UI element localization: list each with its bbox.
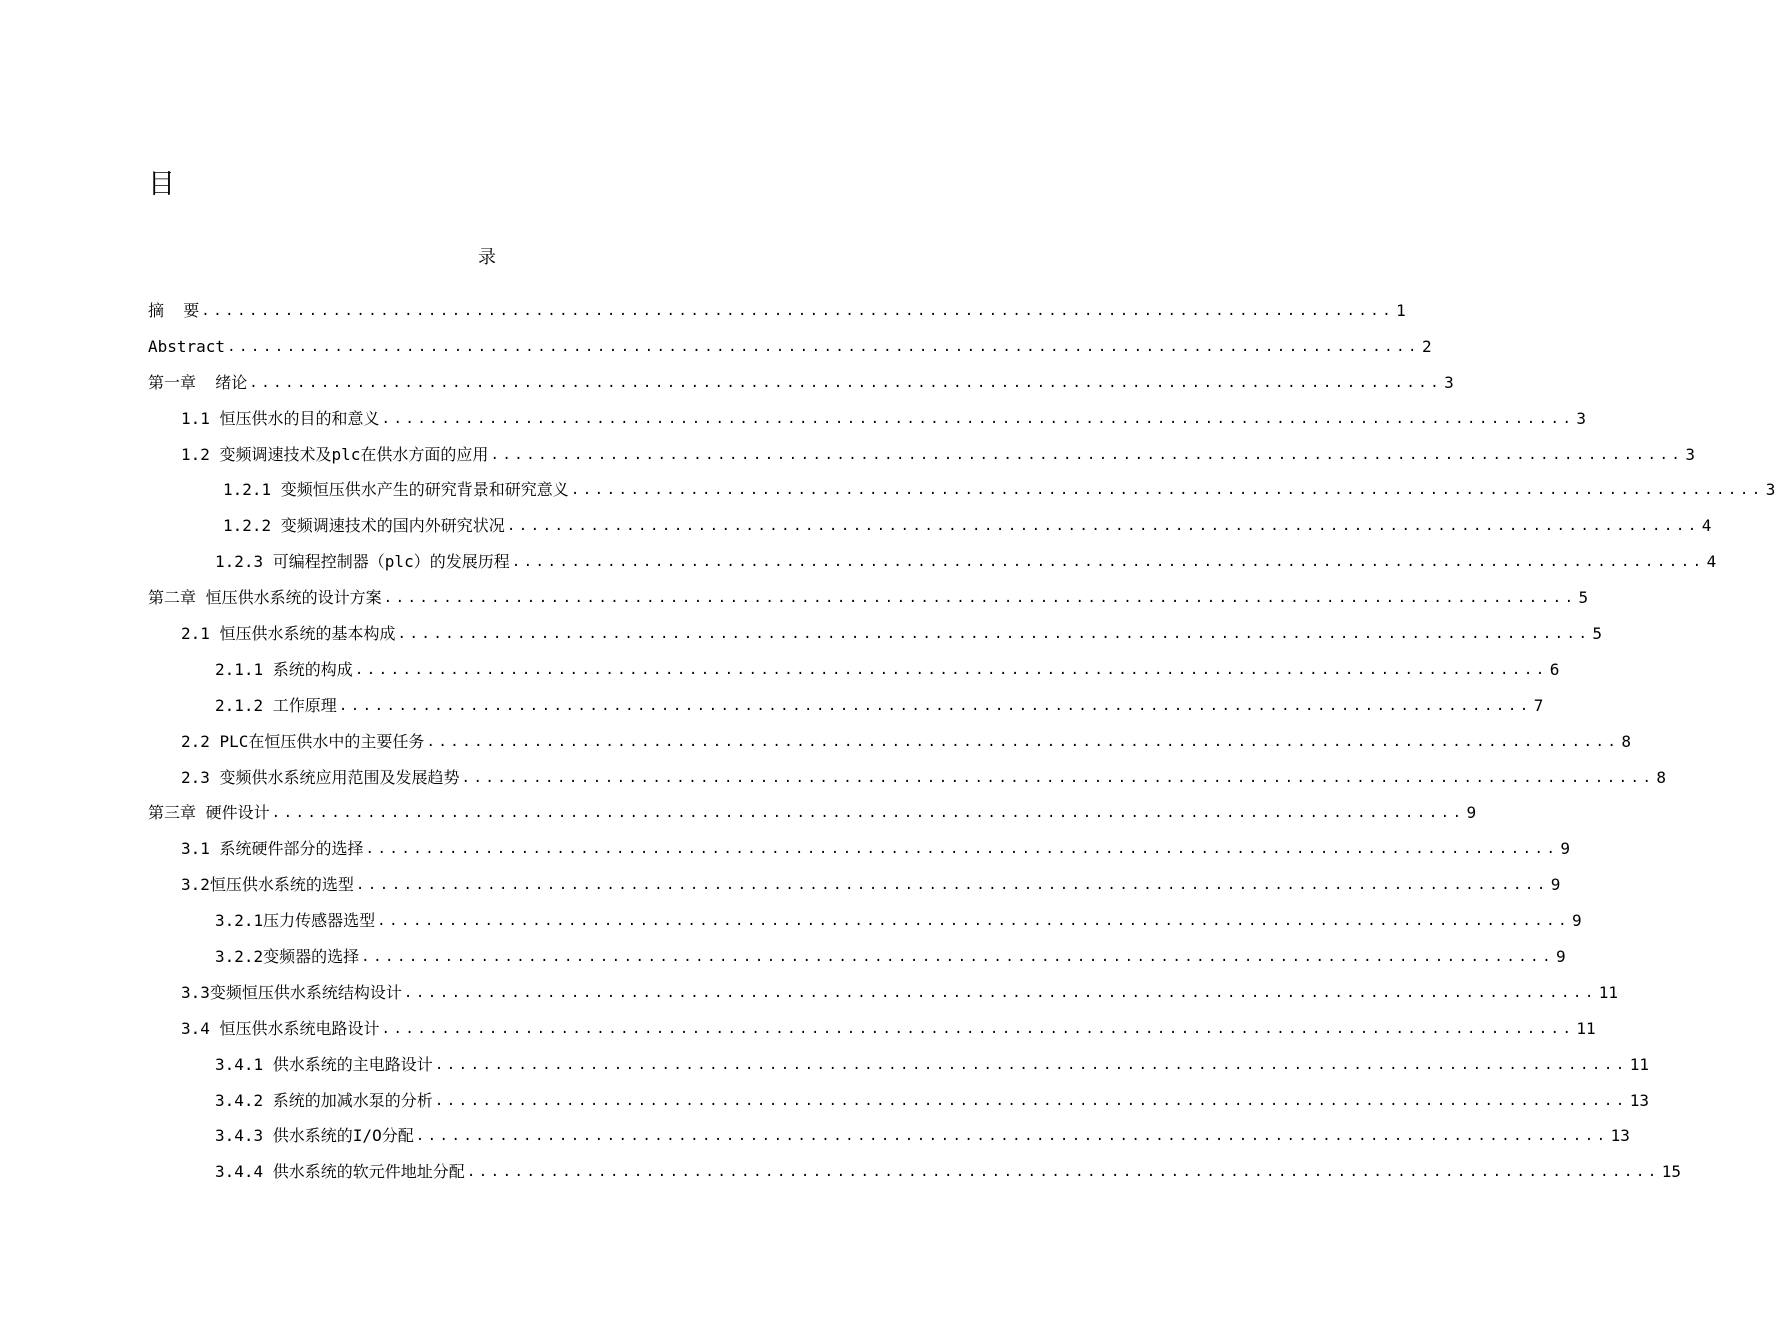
toc-title-first-char: 目 [148,169,175,200]
toc-entry[interactable] [0,329,1432,365]
toc-entry-text: 第二章 恒压供水系统的设计方案 [148,588,382,608]
toc-page-number: 11 [1576,1018,1596,1038]
toc-entry-text: 第三章 硬件设计 [148,803,270,823]
toc-page-number: 3 [1576,408,1587,428]
toc-entry-text: 3.1 系统硬件部分的选择 [181,839,364,859]
toc-dot-leader: .................................................................................................... [415,1128,1609,1145]
toc-entry-text: 1.1 恒压供水的目的和意义 [181,408,380,428]
toc-title-second-char: 录 [478,247,496,268]
toc-page-number: 9 [1572,911,1582,931]
toc-page-number: 11 [1629,1054,1649,1074]
toc-page-number: 4 [1706,552,1717,572]
toc-entry[interactable] [0,401,1587,437]
toc-page-number: 9 [1466,803,1477,823]
toc-dot-leader: .................................................................................................... [227,338,1420,355]
toc-dot-leader: .................................................................................................... [355,877,1549,894]
toc-entry-text: 2.1.2 工作原理 [215,695,337,715]
toc-dot-leader: .................................................................................................... [426,733,1620,750]
toc-dot-leader: .................................................................................................... [338,697,1532,714]
toc-page-number: 8 [1656,767,1667,787]
toc-entry-text: 第一章 绪论 [148,372,248,392]
toc-entry[interactable] [0,1118,1630,1154]
toc-entry[interactable] [0,437,1695,473]
toc-entry-text: 3.4.4 供水系统的软元件地址分配 [215,1162,465,1182]
toc-entry[interactable] [0,508,1712,544]
toc-page-number: 3 [1765,480,1775,500]
toc-entry[interactable] [0,1083,1649,1119]
toc-entry-text: 3.4.2 系统的加减水泵的分析 [215,1090,433,1110]
toc-dot-leader: .................................................................................................... [397,625,1591,642]
toc-entry[interactable] [0,939,1566,975]
toc-entry-text: 2.1 恒压供水系统的基本构成 [181,623,396,643]
toc-entry-text: 1.2.3 可编程控制器（plc）的发展历程 [215,552,510,572]
toc-dot-leader: .................................................................................................... [249,374,1443,391]
toc-dot-leader: .................................................................................................... [365,841,1559,858]
toc-entry[interactable] [0,724,1631,760]
toc-page-number: 9 [1560,839,1571,859]
toc-entry-text: 3.2.2变频器的选择 [215,946,360,966]
toc-entry[interactable] [0,616,1603,652]
toc-entry[interactable] [0,975,1619,1011]
toc-entry-text: 3.2恒压供水系统的选型 [181,875,354,895]
toc-entry-text: 3.2.1压力传感器选型 [215,911,376,931]
toc-dot-leader: .................................................................................................... [461,769,1655,786]
toc-entry[interactable] [0,903,1582,939]
toc-page-number: 3 [1444,372,1454,392]
toc-entry[interactable] [0,544,1717,580]
toc-page-number: 13 [1610,1126,1630,1146]
toc-page-number: 7 [1533,695,1544,715]
toc-dot-leader: .................................................................................................... [377,913,1571,930]
toc-dot-leader: .................................................................................................... [511,554,1705,571]
toc-page-number: 3 [1685,444,1695,464]
toc-entry-text: 3.4.3 供水系统的I/O分配 [215,1126,414,1146]
toc-entry[interactable] [0,831,1571,867]
toc-page-number: 9 [1550,875,1561,895]
toc-dot-leader: .................................................................................................... [570,482,1764,499]
toc-entry-text: 摘 要 [148,300,200,320]
toc-dot-leader: .................................................................................................... [381,410,1575,427]
toc-dot-leader: .................................................................................................... [354,661,1548,678]
toc-dot-leader: .................................................................................................... [434,1056,1628,1073]
toc-dot-leader: .................................................................................................... [403,984,1597,1001]
toc-entry[interactable] [0,867,1561,903]
toc-entry-text: Abstract [148,336,226,356]
toc-entry-text: 1.2.1 变频恒压供水产生的研究背景和研究意义 [223,480,569,500]
toc-dot-leader: .................................................................................................... [271,805,1465,822]
toc-entry[interactable] [0,688,1544,724]
toc-entry[interactable] [0,580,1589,616]
toc-page-number: 6 [1549,659,1560,679]
toc-page-number: 13 [1629,1090,1649,1110]
toc-entry[interactable] [0,472,1775,508]
toc-dot-leader: .................................................................................................... [201,302,1395,319]
toc-page-number: 11 [1598,982,1619,1002]
toc-entry-text: 3.4 恒压供水系统电路设计 [181,1018,380,1038]
toc-page-number: 5 [1578,588,1589,608]
toc-page-number: 1 [1396,300,1406,320]
toc-entry[interactable] [0,365,1454,401]
toc-entry-text: 1.2 变频调速技术及plc在供水方面的应用 [181,444,489,464]
toc-entry-text: 3.4.1 供水系统的主电路设计 [215,1054,433,1074]
toc-entry[interactable] [0,1154,1681,1190]
toc-dot-leader: .................................................................................................... [383,590,1577,607]
toc-entry[interactable] [0,795,1477,831]
toc-dot-leader: .................................................................................................... [434,1092,1628,1109]
table-of-contents [0,293,1775,1190]
toc-entry[interactable] [0,1047,1649,1083]
toc-page-number: 9 [1556,946,1566,966]
toc-entry-text: 2.2 PLC在恒压供水中的主要任务 [181,731,425,751]
toc-dot-leader: .................................................................................................... [381,1020,1575,1037]
toc-page-number: 5 [1592,623,1603,643]
toc-page-number: 15 [1661,1162,1681,1182]
toc-entry[interactable] [0,1011,1596,1047]
toc-entry-text: 2.3 变频供水系统应用范围及发展趋势 [181,767,460,787]
toc-page-number: 2 [1421,336,1432,356]
toc-entry[interactable] [0,293,1406,329]
toc-dot-leader: .................................................................................................... [490,446,1684,463]
toc-page-number: 4 [1701,516,1712,536]
toc-entry[interactable] [0,760,1667,796]
toc-dot-leader: .................................................................................................... [506,518,1700,535]
toc-dot-leader: .................................................................................................... [361,948,1555,965]
toc-entry[interactable] [0,652,1560,688]
toc-entry-text: 2.1.1 系统的构成 [215,659,353,679]
toc-dot-leader: .................................................................................................... [466,1164,1660,1181]
toc-entry-text: 3.3变频恒压供水系统结构设计 [181,982,402,1002]
toc-entry-text: 1.2.2 变频调速技术的国内外研究状况 [223,516,505,536]
toc-page-number: 8 [1621,731,1631,751]
